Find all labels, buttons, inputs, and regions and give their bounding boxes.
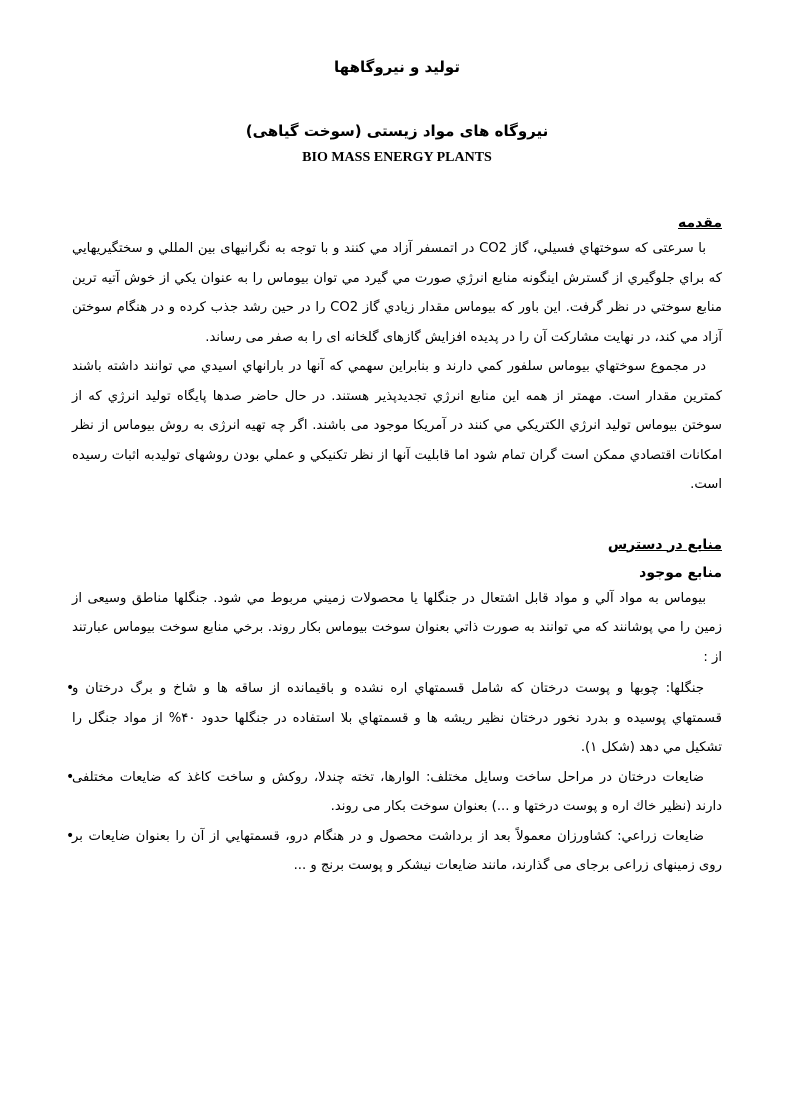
list-item (66, 674, 722, 763)
sources-subheading: منابع موجود (639, 564, 722, 581)
intro-heading: مقدمه (678, 215, 722, 231)
bullet-text-forests: جنگلها: چوبها و پوست درختان كه شامل قسمتهاي اره نشده و باقيمانده از ساقه ها و شاخ و برگ درختان و قسمتهاي پوسيده و بدرد نخور درختان نظير ريشه ها و قسمتهاي بلا استفاده در جنگلها حدود ۴۰% از مواد جنگل را تشكيل مي دهد (شكل ۱). (72, 681, 722, 755)
sources-paragraph: بيوماس به مواد آلي و مواد قابل اشتعال در جنگلها يا محصولات زميني مربوط مي شود. جنگلها مناطق وسيعی از زمين را مي پوشانند كه مي توانند به صورت ذاتي بعنوان سوخت بيوماس بكار روند. برخي منابع سوخت بيوماس عبارتند از : (72, 590, 722, 665)
bullet-text-agricultural-waste: ضايعات زراعي: كشاورزان معمولاً بعد از برداشت محصول و در هنگام درو، قسمتهايي از آن را بعنوان ضايعات بر روی زمينهای زراعی برجای می گذارند، مانند ضايعات نيشكر و پوست برنج و ... (72, 828, 722, 873)
sources-heading: منابع در دسترس (607, 536, 722, 553)
list-item (66, 763, 722, 822)
intro-paragraph-1: با سرعتی که سوختهاي فسيلي، گاز CO2 در اتمسفر آزاد مي كنند و با توجه به نگرانيهای بين المللي و سختگيريهايي كه براي جلوگيري از گسترش اينگونه منابع انرژي صورت مي گيرد مي توان بيوماس را به عنوان يكي از خوش آتيه ترين منابع سوختي در نظر گرفت. اين باور كه بيوماس مقدار زيادي گاز CO2 را در حين رشد جذب كرده و در هنگام سوختن آزاد مي كند، در نهايت مشاركت آن را در پديده افزايش گازهای گلخانه ای را به صفر می رساند. (72, 241, 722, 345)
bullet-text-wood-waste: ضايعات درختان در مراحل ساخت وسايل مختلف: الوارها، تخته چندلا، روكش و ساخت كاغذ كه ضايعات مختلفی دارند (نظير خاك اره و پوست درختها و ...) بعنوان سوخت بكار می روند. (72, 769, 722, 814)
bullet-icon: • (66, 768, 75, 785)
section-title-fa: نیروگاه های مواد زیستی (سوخت گیاهی) (245, 122, 549, 140)
page-title: تولید و نیروگاهها (334, 58, 460, 76)
sources-bullet-list (66, 674, 722, 881)
bullet-icon: • (66, 827, 75, 844)
section-title-en: BIO MASS ENERGY PLANTS (302, 150, 492, 165)
list-item (66, 822, 722, 881)
intro-paragraph-2: در مجموع سوختهاي بيوماس سلفور كمي دارند و بنابراين سهمي كه آنها در بارانهاي اسيدي مي توانند داشته باشند كمترين مقدار است. مهمتر از همه اين منابع انرژي تجديدپذير هستند. در حال حاضر صدها پايگاه توليد انرژي كه از سوختن بيوماس توليد انرژي الكتريكي مي كنند در آمريكا موجود می باشند. اگر چه تهيه انرژی به روش بيوماس از نظر امكانات اقتصادي ممكن است گران تمام شود اما قابليت آنها از نظر تكنيكي و عملي بودن روشهای توليدبه اثبات رسيده است. (72, 359, 722, 492)
bullet-icon: • (66, 680, 75, 696)
